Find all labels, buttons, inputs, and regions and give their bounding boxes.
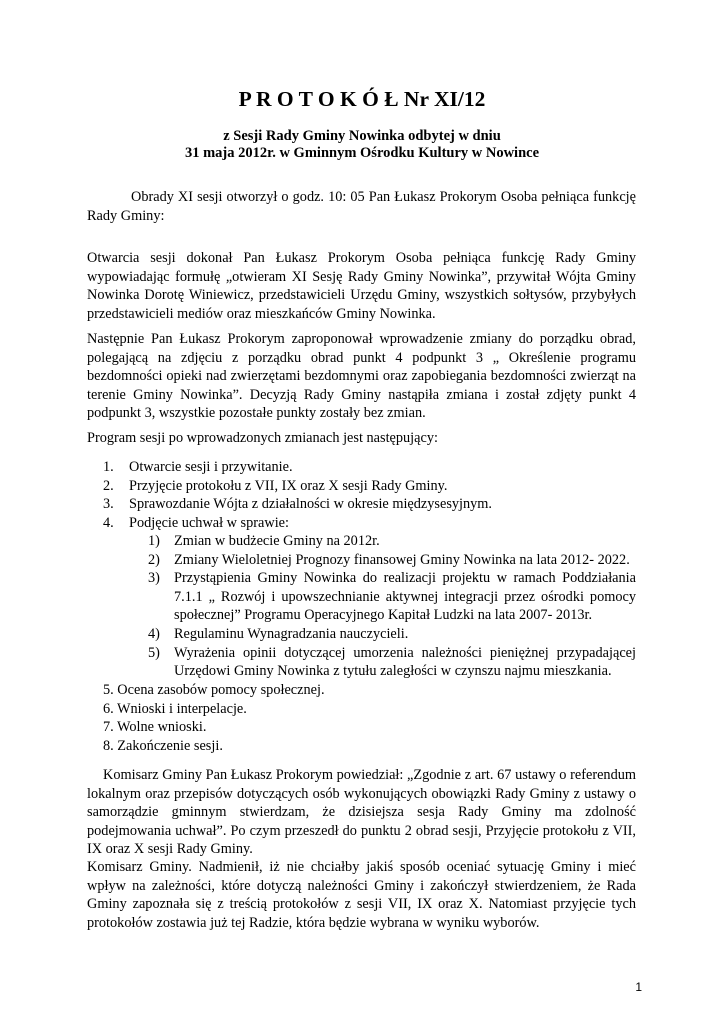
agenda-item [103, 477, 636, 496]
subtitle [0, 128, 724, 162]
page-number: 1 [635, 980, 642, 994]
page-title: P R O T O K Ó Ł Nr XI/12 [238, 87, 486, 111]
sublist-item-number: 3) [148, 570, 160, 587]
agenda-item-text: Sprawozdanie Wójta z działalności w okresie międzysesyjnym. [129, 496, 493, 513]
agenda-list-continued [103, 681, 636, 755]
sublist-item-number: 1) [148, 533, 160, 549]
agenda-item-number: 2. [103, 477, 114, 494]
sublist-item-number: 4) [148, 625, 160, 642]
paragraph-program-intro: Program sesji po wprowadzonych zmianach jest następujący: [87, 430, 438, 446]
agenda-item [103, 495, 636, 514]
agenda-item-number: 1. [103, 459, 114, 475]
agenda-item-number: 3. [103, 496, 114, 513]
subtitle-line-1: z Sesji Rady Gminy Nowinka odbytej w dniu [223, 128, 501, 144]
subtitle-line-2: 31 maja 2012r. w Gminnym Ośrodku Kultury w Nowince [184, 145, 540, 161]
agenda-list [103, 458, 636, 532]
agenda-item: 5. Ocena zasobów pomocy społecznej. [103, 682, 325, 698]
paragraph-session-opening: Otwarcia sesji dokonał Pan Łukasz Prokorym Osoba pełniąca funkcję Rady Gminy wypowiadając formułę „otwieram XI Sesję Rady Gminy Nowinka”, przywitał Wójta Gminy Nowinka Dorotę Winiewicz, przedstawicieli Urzędu Gminy, wszystkich sołtysów, przybyłych przedstawicieli mediów oraz mieszkańców Gminy Nowinka. [87, 250, 636, 322]
agenda-item: 7. Wolne wnioski. [103, 719, 207, 736]
sublist-item-text: Zmian w budżecie Gminy na 2012r. [174, 533, 380, 549]
sublist-item-text: Zmiany Wieloletniej Prognozy finansowej Gminy Nowinka na lata 2012- 2022. [174, 551, 630, 568]
paragraph-commissioner-remarks: Komisarz Gminy. Nadmienił, iż nie chciałby jakiś sposób oceniać sytuację Gminy i mieć wpływ na zależności, które dotyczą należności Gminy i zakończył stwierdzeniem, że Rada Gminy zapoznała się z treścią protokołów z sesji VII, IX oraz X. Natomiast przyjęcie tych protokołów zostawia już tej Radzie, która będzie wybrana w wyniku wyborów. [87, 859, 636, 931]
agenda-item-number: 4. [103, 514, 114, 531]
paragraph-commissioner-statement: Komisarz Gminy Pan Łukasz Prokorym powiedział: „Zgodnie z art. 67 ustawy o referendum lokalnym oraz przepisów dotyczących osób wykonujących obowiązki Rady Gminy z ustawy o samorządzie gminnym stwierdzam, że dzisiejsza sesja Rady Gminy ma zdolność podejmowania uchwał”. Po czym przeszedł do punktu 2 obrad sesji, Przyjęcie protokołu z VII, IX oraz X sesji Rady Gminy. [87, 767, 636, 858]
agenda-item-text: Przyjęcie protokołu z VII, IX oraz X sesji Rady Gminy. [129, 477, 448, 494]
sublist-item [148, 532, 636, 551]
resolution-sublist [148, 532, 636, 681]
sublist-item-text: Regulaminu Wynagradzania nauczycieli. [174, 625, 409, 642]
sublist-item [148, 551, 636, 570]
agenda-item: 8. Zakończenie sesji. [103, 737, 223, 754]
sublist-item [148, 625, 636, 644]
agenda-item [103, 458, 636, 477]
sublist-item-text: Wyrażenia opinii dotyczącej umorzenia należności pieniężnej przypadającej Urzędowi Gminy Nowinka z tytułu zaległości w czynszu najmu mieszkania. [174, 644, 636, 680]
paragraph-opening: Obrady XI sesji otworzył o godz. 10: 05 Pan Łukasz Prokorym Osoba pełniąca funkcję Rady Gminy: [87, 189, 636, 224]
agenda-item-text: Otwarcie sesji i przywitanie. [129, 459, 293, 475]
sublist-item-number: 5) [148, 644, 160, 661]
sublist-item-number: 2) [148, 551, 160, 568]
agenda-item [103, 514, 636, 533]
paragraph-agenda-change: Następnie Pan Łukasz Prokorym zaproponował wprowadzenie zmiany do porządku obrad, polegającą na zdjęciu z porządku obrad punkt 4 podpunkt 3 „ Określenie programu bezdomności opieki nad zwierzętami bezdomnymi oraz zapobiegania bezdomności zwierząt na terenie Gminy Nowinka”. Decyzją Rady Gminy nastąpiła zmiana i został zdjęty punkt 4 podpunkt 3, wszystkie pozostałe punkty zostały bez zmian. [87, 331, 636, 422]
sublist-item-text: Przystąpienia Gminy Nowinka do realizacji projektu w ramach Poddziałania 7.1.1 „ Rozwój i upowszechnianie aktywnej integracji przez ośrodki pomocy społecznej” Programu Operacyjnego Kapitał Ludzki na lata 2007- 2013r. [174, 570, 636, 624]
sublist-item [148, 644, 636, 681]
agenda-item-text: Podjęcie uchwał w sprawie: [129, 514, 289, 531]
agenda-item: 6. Wnioski i interpelacje. [103, 700, 247, 717]
sublist-item [148, 569, 636, 625]
